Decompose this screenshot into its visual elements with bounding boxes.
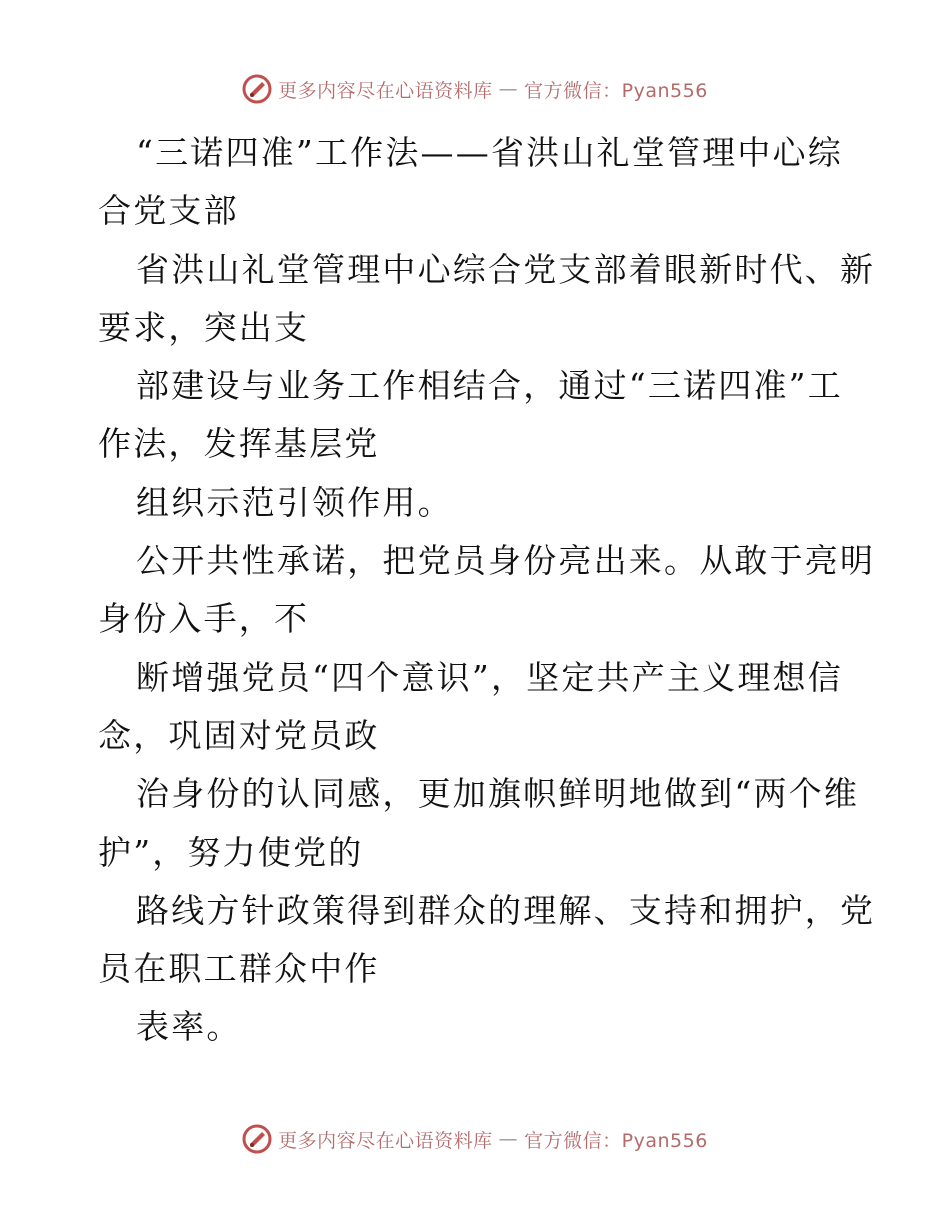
brand-logo-icon (242, 74, 272, 104)
text-line: 公开共性承诺，把党员身份亮出来。从敢于亮明 (136, 541, 876, 581)
text-line: 部建设与业务工作相结合，通过“三诺四准”工 (136, 366, 843, 406)
text-line: 身份入手，不 (98, 599, 310, 639)
text-line: 组织示范引领作用。 (136, 482, 453, 522)
text-line: 护”，努力使党的 (98, 832, 364, 872)
text-line: 路线方针政策得到群众的理解、支持和拥护，党 (136, 890, 876, 930)
watermark-prefix: 更多内容尽在心语资料库 (278, 79, 493, 102)
watermark-suffix: 官方微信：Pyan556 (524, 1129, 708, 1152)
text-line: 念，巩固对党员政 (98, 715, 380, 755)
document-body (98, 124, 876, 1057)
brand-logo-icon (242, 1124, 272, 1154)
watermark-suffix: 官方微信：Pyan556 (524, 79, 708, 102)
header-watermark (0, 74, 950, 104)
text-line: 表率。 (136, 1007, 242, 1047)
watermark-separator: — (498, 1128, 519, 1150)
text-line: 员在职工群众中作 (98, 949, 380, 989)
watermark-separator: — (498, 78, 519, 100)
text-line: 断增强党员“四个意识”，坚定共产主义理想信 (136, 657, 843, 697)
text-line: 要求，突出支 (98, 307, 310, 347)
footer-watermark (0, 1124, 950, 1154)
text-line: “三诺四准”工作法——省洪山礼堂管理中心综 (136, 133, 843, 172)
text-line: 合党支部 (98, 191, 239, 231)
text-line: 省洪山礼堂管理中心综合党支部着眼新时代、新 (136, 249, 876, 289)
text-line: 治身份的认同感，更加旗帜鲜明地做到“两个维 (136, 774, 860, 814)
watermark-prefix: 更多内容尽在心语资料库 (278, 1129, 493, 1152)
text-line: 作法，发挥基层党 (98, 424, 380, 464)
